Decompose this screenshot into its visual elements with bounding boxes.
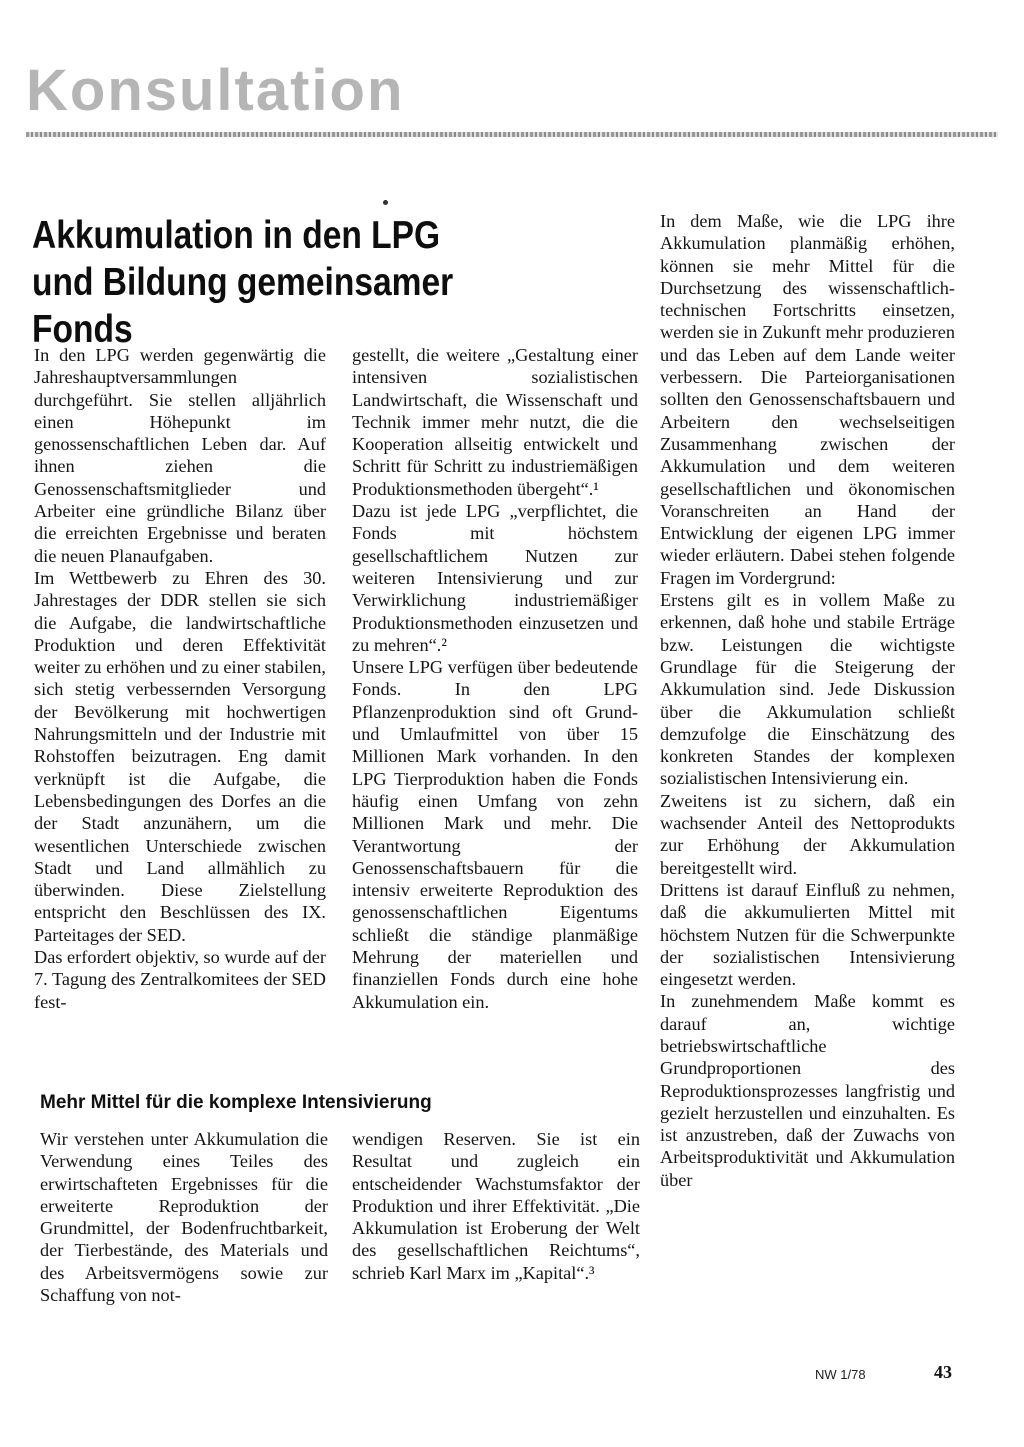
article-headline	[32, 212, 548, 353]
paragraph: Das erfordert objektiv, so wurde auf der 7. Tagung des Zentralkomitees der SED fest-	[34, 947, 326, 1012]
paragraph: Unsere LPG verfügen über bedeutende Fonds. In den LPG Pflanzenproduktion sind oft Grund- und Umlaufmittel von über 15 Millionen Mark vorhanden. In den LPG Tierproduktion haben die Fonds häufig einen Umfang von zehn Millionen Mark und mehr. Die Verantwortung der Genossenschaftsbauern für die intensiv erweiterte Reproduktion des genossenschaftlichen Eigentums schließt die ständige planmäßige Mehrung der materiellen und finanziellen Fonds durch eine hohe Akkumulation ein.	[352, 657, 638, 1012]
section-label: Konsultation	[26, 58, 405, 123]
article-column-2-lower	[352, 1128, 640, 1284]
paragraph: wendigen Reserven. Sie ist ein Resultat und zugleich ein entscheidender Wachstumsfaktor der Produktion und ihrer Effektivität. „Die Akkumulation ist Eroberung der Welt des gesellschaftlichen Reichtums“, schrieb Karl Marx im „Kapital“.³	[352, 1129, 640, 1283]
paragraph: Wir verstehen unter Akkumulation die Verwendung eines Teiles des erwirtschafteten Ergebnisses für die erweiterte Reproduktion der Grundmittel, der Bodenfruchtbarkeit, der Tierbestände, des Materials und des Arbeitsvermögens sowie zur Schaffung von not-	[40, 1129, 328, 1306]
paragraph: Zweitens ist zu sichern, daß ein wachsender Anteil des Nettoprodukts zur Erhöhung der Akkumulation bereitgestellt wird.	[660, 790, 955, 878]
paragraph: Dazu ist jede LPG „verpflichtet, die Fonds mit höchstem gesellschaftlichem Nutzen zur weiteren Intensivierung und zur Verwirklichung industriemäßiger Produktionsmethoden einzusetzen und zu mehren“.²	[352, 501, 638, 655]
article-column-1	[34, 344, 326, 1013]
paragraph: gestellt, die weitere „Gestaltung einer intensiven sozialistischen Landwirtschaft, die Wissenschaft und Technik immer mehr nutzt, die die Kooperation allseitig entwickelt und Schritt für Schritt zu industriemäßigen Produktionsmethoden übergeht“.¹	[352, 345, 638, 499]
paragraph: In zunehmendem Maße kommt es darauf an, wichtige betriebswirtschaftliche Grundproportionen des Reproduktionsprozesses langfristig und gezielt herzustellen und einzuhalten. Es ist anzustreben, daß der Zuwachs von Arbeitsproduktivität und Akkumulation über	[660, 991, 955, 1190]
paragraph: Erstens gilt es in vollem Maße zu erkennen, daß hohe und stabile Erträge bzw. Leistungen die wichtigste Grundlage für die Steigerung der Akkumulation sind. Jede Diskussion über die Akkumulation schließt demzufolge die Einschätzung des konkreten Standes der komplexen sozialistischen Intensivierung ein.	[660, 590, 955, 789]
print-speck	[383, 200, 388, 205]
paragraph: In den LPG werden gegenwärtig die Jahreshauptversammlungen durchgeführt. Sie stellen alljährlich einen Höhepunkt im genossenschaftlichen Leben dar. Auf ihnen ziehen die Genossenschaftsmitglieder und Arbeiter eine gründliche Bilanz über die erreichten Ergebnisse und beraten die neuen Planaufgaben.	[34, 345, 326, 566]
paragraph: In dem Maße, wie die LPG ihre Akkumulation planmäßig erhöhen, können sie mehr Mittel für die Durchsetzung des wissenschaftlich-technischen Fortschritts einsetzen, werden sie in Zukunft mehr produzieren und das Leben auf dem Lande weiter verbessern. Die Parteiorganisationen sollten den Genossenschaftsbauern und Arbeitern den wechselseitigen Zusammenhang zwischen der Akkumulation und dem weiteren gesellschaftlichen und ökonomischen Voranschreiten an Hand der Entwicklung der eigenen LPG immer wieder erläutern. Dabei stehen folgende Fragen im Vordergrund:	[660, 211, 955, 588]
headline-line-2: und Bildung gemeinsamer Fonds	[32, 261, 454, 351]
section-subheading: Mehr Mittel für die komplexe Intensivierung	[40, 1092, 432, 1113]
page-number: 43	[934, 1362, 952, 1382]
section-rule	[26, 132, 998, 137]
journal-issue: NW 1/78	[815, 1367, 866, 1382]
article-column-3	[660, 210, 955, 1191]
article-column-1-lower	[40, 1128, 328, 1306]
headline-line-1: Akkumulation in den LPG	[32, 214, 441, 257]
paragraph: Im Wettbewerb zu Ehren des 30. Jahrestages der DDR stellen sie sich die Aufgabe, die landwirtschaftliche Produktion und deren Effektivität weiter zu erhöhen und zu einer stabilen, sich stetig verbessernden Versorgung der Bevölkerung mit hochwertigen Nahrungsmitteln und der Industrie mit Rohstoffen beizutragen. Eng damit verknüpft ist die Aufgabe, die Lebensbedingungen des Dorfes an die der Stadt anzunähern, um die wesentlichen Unterschiede zwischen Stadt und Land allmählich zu überwinden. Diese Zielstellung entspricht den Beschlüssen des IX. Parteitages der SED.	[34, 567, 326, 945]
paragraph: Drittens ist darauf Einfluß zu nehmen, daß die akkumulierten Mittel mit höchstem Nutzen für die Schwerpunkte der sozialistischen Intensivierung eingesetzt werden.	[660, 879, 955, 990]
article-column-2	[352, 344, 638, 1013]
